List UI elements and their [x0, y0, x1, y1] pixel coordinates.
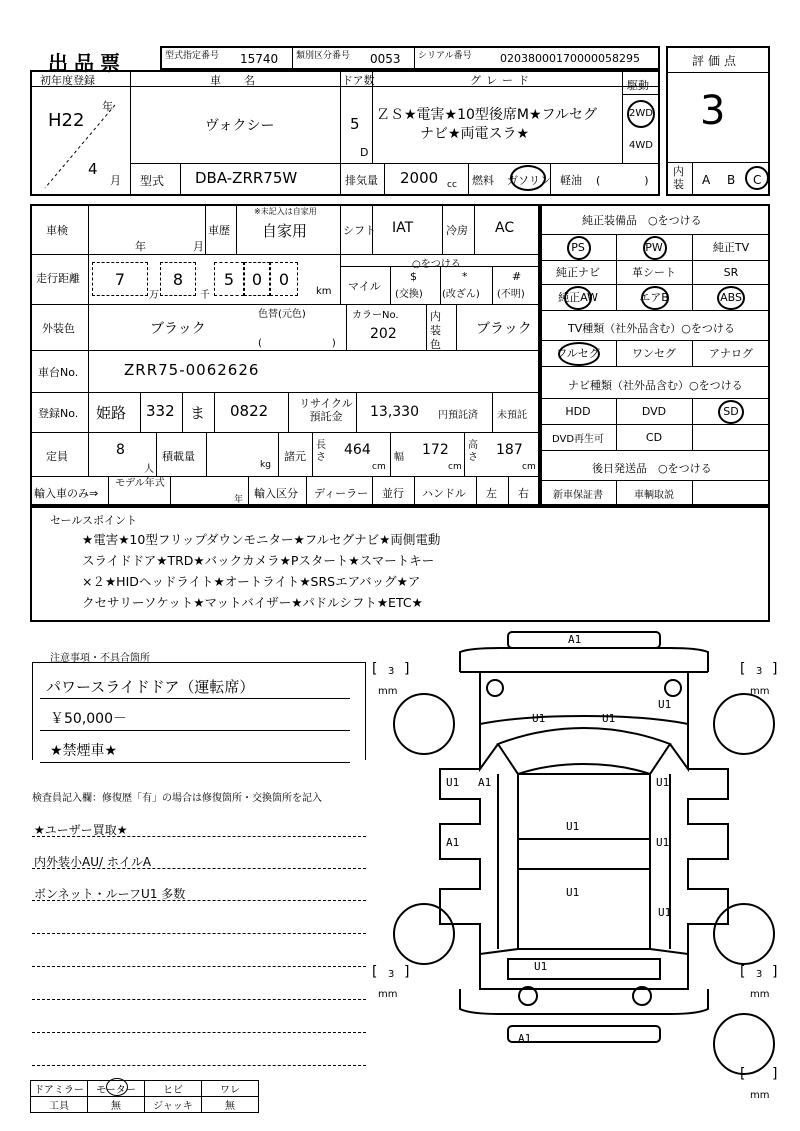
grade-line2: ナビ★両電スラ★ — [420, 126, 530, 142]
equip-aw: 純正AW — [558, 291, 598, 304]
mirror-value: モーター — [88, 1081, 145, 1097]
inspector-line-1: ★ユーザー買取★ — [34, 823, 128, 837]
code-right-door-rear: U1 — [656, 836, 670, 849]
equip-tv: 純正TV — [712, 241, 750, 254]
code-hood-right: U1 — [602, 712, 616, 725]
reg-class: 332 — [146, 402, 175, 420]
reg-city: 姫路 — [96, 404, 127, 422]
tire-depth-lf: 3 — [388, 666, 395, 677]
code-left-door: A1 — [446, 836, 460, 849]
sales-line-4: クセサリーソケット★マットバイザー★パドルシフト★ETC★ — [82, 595, 423, 610]
grade-line1: ＺＳ★電害★10型後席M★フルセグ — [376, 107, 597, 123]
code-fender-left-a: U1 — [446, 776, 460, 789]
code-right-door-front: U1 — [656, 776, 670, 789]
score-value: 3 — [700, 88, 726, 134]
sales-line-3: ×２★HIDヘッドライト★オートライト★SRSエアバッグ★ア — [82, 574, 421, 589]
navi-dvd: DVD — [641, 404, 667, 418]
exterior-color: ブラック — [150, 321, 206, 337]
equip-abs: ABS — [720, 290, 742, 304]
mileage-digit-2: 8 — [160, 262, 196, 296]
equip-sr: SR — [723, 265, 739, 279]
later-warranty: 新車保証書 — [553, 489, 603, 501]
code-trunk: U1 — [534, 960, 548, 973]
tool-value: 無 — [88, 1097, 145, 1113]
code-rear-bumper: A1 — [518, 1032, 532, 1045]
class-code: 0053 — [370, 52, 401, 66]
later-manual: 車輌取説 — [634, 489, 674, 501]
drive-2wd: 2WD — [629, 108, 653, 119]
interior-grade: C — [753, 173, 762, 187]
vehicle-history: 自家用 — [262, 222, 308, 240]
fuel-gasoline: ガソリン — [507, 174, 551, 187]
mileage-digit-5: 0 — [270, 262, 298, 296]
code-hood-left: U1 — [532, 712, 546, 725]
inspector-label: 検査員記入欄：修復歴「有」の場合は修復箇所・交換箇所を記入 — [32, 793, 322, 804]
recycle-deposit: 13,330 — [370, 404, 419, 420]
tools-table: ドアミラー モーター ヒビ ワレ 工具 無 ジャッキ 無 — [30, 1080, 259, 1113]
notes-line-2: ￥50,000－ — [50, 711, 127, 727]
passenger-capacity: 8 — [116, 442, 125, 458]
mileage-digit-4: 0 — [244, 262, 270, 296]
first-reg-year: H22 — [48, 110, 85, 131]
air-conditioner: AC — [495, 220, 515, 236]
reg-kana: ま — [190, 404, 206, 422]
navi-dvd-play: DVD再生可 — [551, 433, 605, 445]
equip-airbag: エアB — [639, 291, 669, 304]
equip-leather: 革シート — [632, 266, 676, 279]
type-code: 15740 — [240, 52, 279, 66]
code-roof: U1 — [566, 820, 580, 833]
displacement: 2000 — [400, 169, 439, 187]
tv-analog: アナログ — [709, 347, 753, 360]
car-name: ヴォクシー — [205, 118, 275, 134]
navi-cd: CD — [645, 430, 663, 444]
interior-color: ブラック — [476, 321, 532, 337]
door-count: 5 — [350, 115, 360, 133]
mileage-digit-3: 5 — [214, 262, 244, 296]
height: 187 — [496, 442, 523, 458]
sales-line-2: スライドドア★TRD★バックカメラ★Pスタート★スマートキー — [82, 553, 435, 568]
code-fender-left-b: A1 — [478, 776, 492, 789]
tire-depth-rf: 3 — [756, 666, 763, 677]
width: 172 — [422, 442, 449, 458]
notes-line-3: ★禁煙車★ — [50, 743, 118, 759]
code-rear-right: U1 — [658, 906, 672, 919]
equip-ps: PS — [571, 240, 585, 254]
tv-oneseg: ワンセグ — [632, 347, 676, 360]
mileage-digit-1: 7 — [92, 262, 148, 296]
equip-pw: PW — [645, 240, 663, 254]
shift: IAT — [392, 220, 414, 236]
chassis-number: ZRR75-0062626 — [124, 361, 260, 379]
equip-navi: 純正ナビ — [556, 266, 600, 279]
color-number: 202 — [370, 326, 397, 342]
code-front-bumper: A1 — [568, 633, 582, 646]
jack-value: 無 — [202, 1097, 259, 1113]
tv-fullseg: フルセグ — [556, 347, 600, 360]
tire-depth-lr: 3 — [388, 969, 395, 980]
page-title: 出品票 — [48, 51, 126, 75]
code-fender-rf: U1 — [658, 698, 672, 711]
serial-number: 02038000170000058295 — [500, 52, 640, 65]
navi-sd: SD — [723, 404, 739, 418]
inspector-line-3: ボンネット・ルーフU1 多数 — [34, 887, 186, 901]
notes-line-1: パワースライドドア（運転席） — [46, 678, 255, 696]
sales-line-1: ★電害★10型フリップダウンモニター★フルセグナビ★両側電動 — [82, 532, 441, 547]
tire-depth-rr: 3 — [756, 969, 763, 980]
inspector-line-2: 内外装小AU/ ホイルA — [34, 855, 152, 869]
length: 464 — [344, 442, 371, 458]
navi-hdd: HDD — [565, 404, 591, 418]
model-code: DBA-ZRR75W — [195, 169, 298, 187]
car-body-diagram — [380, 624, 780, 1124]
reg-number: 0822 — [230, 402, 269, 420]
code-roof-rear: U1 — [566, 886, 580, 899]
first-reg-month: 4 — [88, 160, 98, 178]
